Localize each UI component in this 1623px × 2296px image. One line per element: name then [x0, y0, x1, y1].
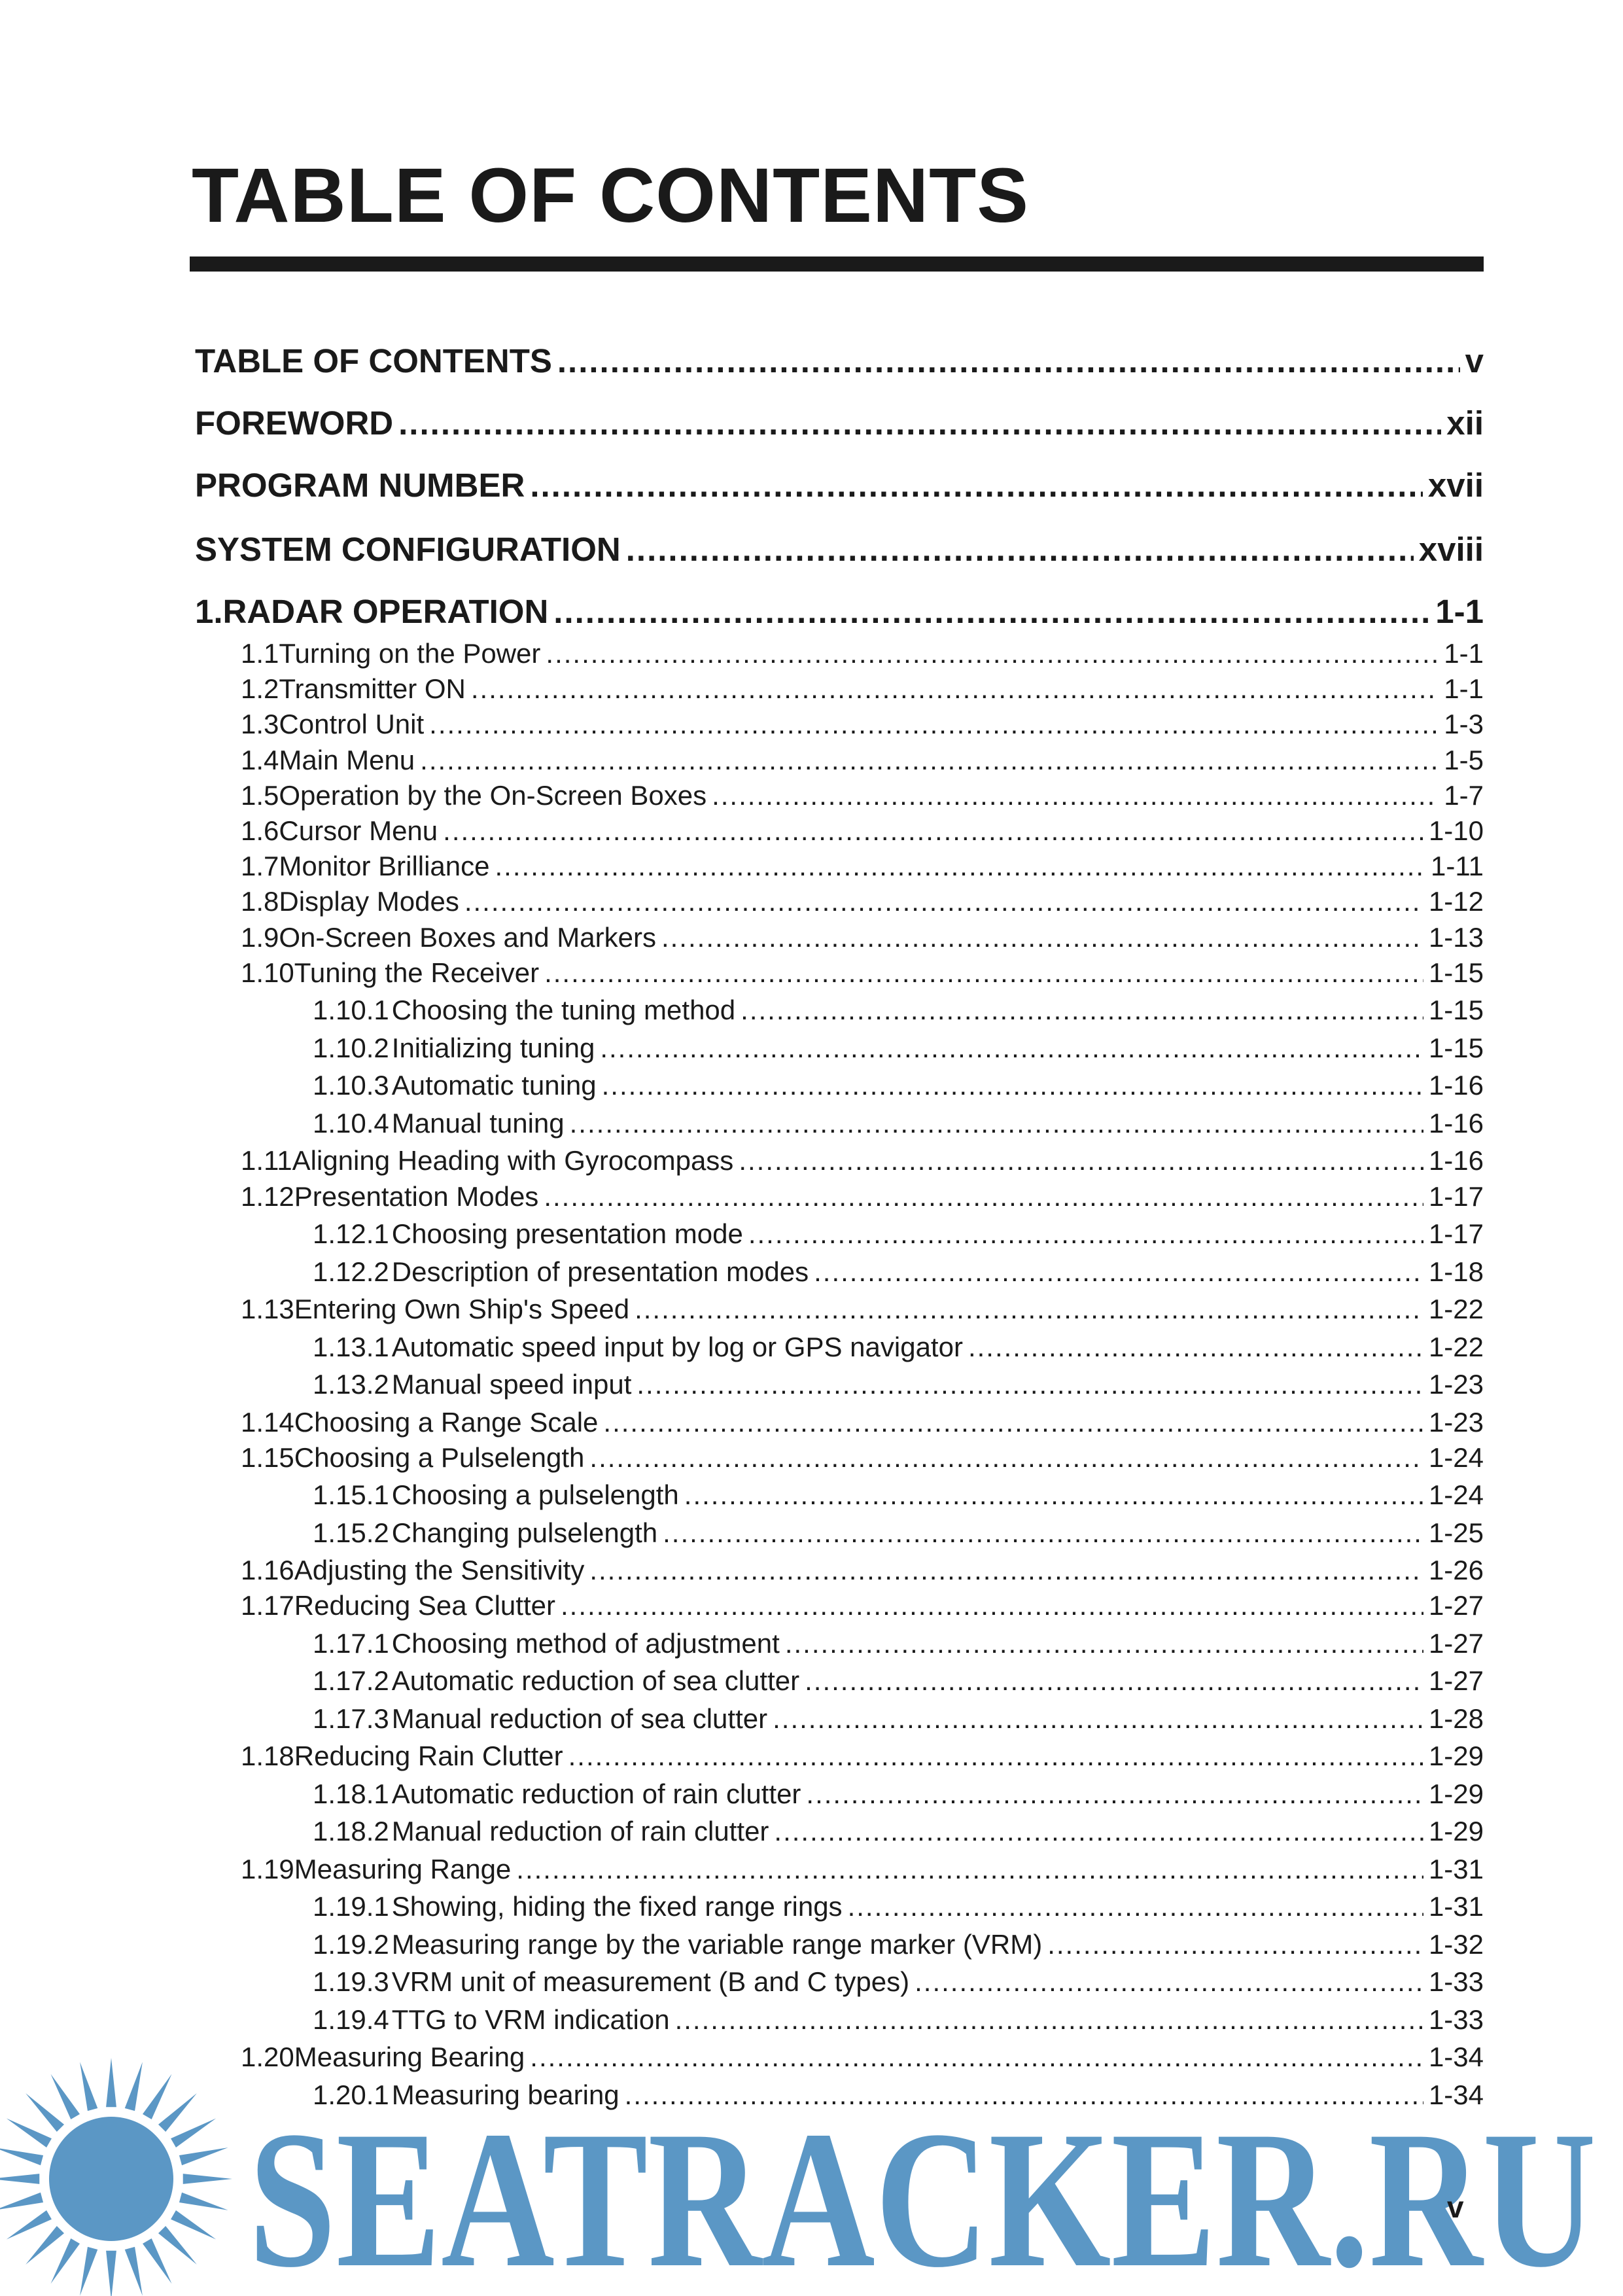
toc-entry-page: 1-24	[1428, 1441, 1484, 1473]
toc-entry-page: 1-16	[1428, 1145, 1484, 1176]
toc-entry-page: 1-33	[1428, 1966, 1484, 1998]
toc-section-entry[interactable]	[241, 1145, 1484, 1176]
toc-entry-number: 1.17.1	[313, 1627, 389, 1659]
dot-leader	[570, 1108, 1423, 1139]
dot-leader	[748, 1218, 1423, 1250]
toc-entry-label: Automatic reduction of sea clutter	[391, 1665, 800, 1697]
toc-section-entry[interactable]	[241, 638, 1484, 669]
dot-leader	[663, 1517, 1423, 1549]
toc-entry-page: 1-34	[1428, 2079, 1484, 2110]
toc-entry-label: Presentation Modes	[294, 1180, 539, 1212]
toc-entry-number: 1.1	[241, 638, 279, 669]
toc-entry-label: On-Screen Boxes and Markers	[279, 921, 656, 953]
toc-entry-number: 1.15	[241, 1441, 294, 1473]
toc-entry-page: 1-33	[1428, 2004, 1484, 2035]
toc-entry-page: 1-27	[1428, 1590, 1484, 1621]
toc-entry-page: 1-15	[1428, 995, 1484, 1026]
dot-leader	[530, 466, 1423, 504]
toc-entry-label: TTG to VRM indication	[391, 2004, 670, 2035]
toc-entry-page: 1-34	[1428, 2041, 1484, 2073]
toc-entry-label: Choosing a Range Scale	[294, 1406, 599, 1438]
dot-leader	[626, 530, 1414, 569]
toc-entry-number: 1.	[195, 593, 223, 630]
toc-entry-label: Manual tuning	[391, 1107, 565, 1139]
toc-entry-page: 1-27	[1428, 1627, 1484, 1659]
toc-entry-page: 1-29	[1428, 1816, 1484, 1847]
toc-entry-number: 1.18.1	[313, 1778, 389, 1809]
dot-leader	[420, 745, 1439, 776]
toc-entry-number: 1.17	[241, 1590, 294, 1621]
toc-entry-label: Cursor Menu	[279, 815, 438, 846]
sun-icon	[0, 2058, 232, 2296]
toc-entry-label: Choosing the tuning method	[391, 995, 736, 1026]
dot-leader	[968, 1332, 1423, 1363]
toc-entry-page: 1-28	[1428, 1703, 1484, 1734]
toc-section-entry[interactable]	[241, 1181, 1484, 1212]
toc-major-entry[interactable]	[195, 530, 1484, 569]
toc-subsection-entry[interactable]	[313, 1665, 1484, 1697]
toc-section-entry[interactable]	[241, 1294, 1484, 1325]
toc-entry-page: xii	[1446, 404, 1484, 442]
toc-entry-number: 1.3	[241, 709, 279, 740]
dot-leader	[739, 1145, 1423, 1176]
toc-entry-label: Monitor Brilliance	[279, 851, 490, 882]
toc-entry-label: PROGRAM NUMBER	[195, 467, 525, 504]
toc-entry-page: 1-25	[1428, 1517, 1484, 1548]
toc-subsection-entry[interactable]	[313, 1070, 1484, 1101]
toc-entry-page: 1-17	[1428, 1218, 1484, 1249]
dot-leader	[568, 1740, 1423, 1772]
toc-entry-label: Control Unit	[279, 709, 425, 740]
toc-entry-page: 1-23	[1428, 1369, 1484, 1400]
toc-entry-label: Measuring Range	[294, 1853, 512, 1884]
toc-entry-page: 1-5	[1444, 744, 1484, 775]
dot-leader	[429, 709, 1439, 740]
toc-entry-label: Choosing a Pulselength	[294, 1441, 585, 1473]
toc-section-entry[interactable]	[241, 957, 1484, 989]
toc-subsection-entry[interactable]	[313, 1929, 1484, 1960]
toc-entry-page: 1-16	[1428, 1107, 1484, 1139]
toc-entry-page: v	[1465, 342, 1484, 380]
toc-entry-number: 1.7	[241, 851, 279, 882]
toc-entry-label: Adjusting the Sensitivity	[294, 1555, 585, 1586]
dot-leader	[814, 1256, 1423, 1288]
toc-entry-number: 1.19.4	[313, 2004, 389, 2035]
toc-entry-number: 1.10.3	[313, 1070, 389, 1101]
dot-leader	[589, 1442, 1423, 1474]
toc-entry-label: TABLE OF CONTENTS	[195, 342, 552, 380]
toc-entry-number: 1.19	[241, 1853, 294, 1884]
toc-entry-number: 1.18.2	[313, 1816, 389, 1847]
dot-leader	[684, 1479, 1423, 1511]
toc-entry-number: 1.12.1	[313, 1218, 389, 1249]
dot-leader	[785, 1628, 1423, 1659]
toc-subsection-entry[interactable]	[313, 1816, 1484, 1847]
toc-entry-label: Showing, hiding the fixed range rings	[391, 1891, 843, 1922]
toc-entry-page: 1-17	[1428, 1180, 1484, 1212]
toc-entry-page: 1-22	[1428, 1331, 1484, 1362]
dot-leader	[1047, 1929, 1423, 1960]
toc-entry-label: Automatic tuning	[391, 1070, 597, 1101]
toc-entry-label: Main Menu	[279, 744, 415, 775]
toc-entry-label: Display Modes	[279, 886, 459, 917]
toc-entry-label: Manual speed input	[391, 1369, 632, 1400]
toc-entry-label: Aligning Heading with Gyrocompass	[292, 1145, 734, 1176]
toc-entry-number: 1.19.1	[313, 1891, 389, 1922]
dot-leader	[443, 815, 1423, 847]
dot-leader	[544, 1181, 1423, 1212]
toc-section-entry[interactable]	[241, 922, 1484, 953]
dot-leader	[546, 638, 1439, 669]
toc-entry-page: 1-29	[1428, 1740, 1484, 1772]
toc-section-entry[interactable]	[241, 886, 1484, 917]
dot-leader	[805, 1665, 1423, 1697]
toc-entry-number: 1.18	[241, 1740, 294, 1772]
toc-entry-number: 1.17.3	[313, 1703, 389, 1734]
toc-subsection-entry[interactable]	[313, 1479, 1484, 1511]
toc-entry-number: 1.20	[241, 2041, 294, 2073]
toc-section-entry[interactable]	[241, 1590, 1484, 1621]
toc-chapter-entry[interactable]	[195, 592, 1484, 631]
dot-leader	[915, 1966, 1423, 1998]
toc-section-entry[interactable]	[241, 780, 1484, 811]
toc-entry-label: VRM unit of measurement (B and C types)	[391, 1966, 910, 1998]
toc-entry-page: 1-31	[1428, 1891, 1484, 1922]
toc-entry-page: 1-10	[1428, 815, 1484, 846]
dot-leader	[602, 1070, 1423, 1101]
toc-entry-page: 1-22	[1428, 1294, 1484, 1324]
dot-leader	[495, 851, 1426, 882]
toc-section-entry[interactable]	[241, 1740, 1484, 1772]
toc-entry-number: 1.15.2	[313, 1517, 389, 1548]
toc-entry-number: 1.17.2	[313, 1665, 389, 1697]
toc-entry-number: 1.11	[241, 1145, 292, 1176]
toc-entry-page: 1-18	[1428, 1256, 1484, 1287]
toc-section-entry[interactable]	[241, 815, 1484, 847]
toc-entry-page: 1-1	[1444, 638, 1484, 669]
dot-leader	[553, 592, 1430, 631]
toc-entry-number: 1.6	[241, 815, 279, 846]
toc-entry-page: 1-31	[1428, 1853, 1484, 1884]
toc-section-entry[interactable]	[241, 1854, 1484, 1885]
toc-entry-page: 1-24	[1428, 1479, 1484, 1511]
toc-entry-label: Description of presentation modes	[391, 1256, 809, 1287]
toc-section-entry[interactable]	[241, 673, 1484, 705]
dot-leader	[516, 1854, 1423, 1885]
toc-entry-label: SYSTEM CONFIGURATION	[195, 531, 621, 568]
toc-entry-page: 1-7	[1444, 779, 1484, 811]
toc-entry-label: Reducing Rain Clutter	[294, 1740, 563, 1772]
toc-section-entry[interactable]	[241, 1555, 1484, 1586]
toc-entry-label: Automatic reduction of rain clutter	[391, 1778, 801, 1809]
toc-entry-number: 1.10.4	[313, 1107, 389, 1139]
toc-entry-page: 1-13	[1428, 921, 1484, 953]
toc-entry-number: 1.13	[241, 1294, 294, 1324]
toc-section-entry[interactable]	[241, 709, 1484, 740]
toc-entry-page: 1-1	[1435, 593, 1484, 630]
toc-entry-number: 1.5	[241, 779, 279, 811]
dot-leader	[398, 404, 1441, 442]
toc-entry-label: Entering Own Ship's Speed	[294, 1294, 630, 1324]
toc-entry-number: 1.9	[241, 921, 279, 953]
toc-entry-number: 1.20.1	[313, 2079, 389, 2110]
toc-entry-page: 1-11	[1431, 851, 1484, 882]
toc-entry-page: 1-1	[1444, 673, 1484, 705]
toc-entry-page: 1-32	[1428, 1928, 1484, 1960]
toc-entry-number: 1.2	[241, 673, 279, 705]
toc-subsection-entry[interactable]	[313, 1033, 1484, 1064]
dot-leader	[773, 1703, 1423, 1735]
toc-section-entry[interactable]	[241, 851, 1484, 882]
dot-leader	[712, 780, 1439, 811]
toc-entry-number: 1.10.1	[313, 995, 389, 1026]
dot-leader	[464, 886, 1423, 917]
toc-entry-label: Measuring bearing	[391, 2079, 620, 2110]
toc-entry-label: Choosing a pulselength	[391, 1479, 679, 1511]
watermark-text: SEATRACKER.RU	[249, 2091, 1596, 2296]
toc-subsection-entry[interactable]	[313, 1778, 1484, 1810]
toc-entry-page: 1-23	[1428, 1406, 1484, 1438]
page-number: v	[1447, 2190, 1464, 2224]
dot-leader	[600, 1033, 1423, 1064]
toc-entry-label: FOREWORD	[195, 404, 394, 442]
toc-entry-page: 1-27	[1428, 1665, 1484, 1697]
toc-entry-number: 1.12.2	[313, 1256, 389, 1287]
toc-entry-label: Reducing Sea Clutter	[294, 1590, 555, 1621]
toc-entry-label: Choosing method of adjustment	[391, 1627, 780, 1659]
toc-entry-page: 1-12	[1428, 886, 1484, 917]
toc-section-entry[interactable]	[241, 1407, 1484, 1438]
toc-entry-label: Automatic speed input by log or GPS navigator	[391, 1331, 963, 1362]
toc-entry-page: 1-29	[1428, 1778, 1484, 1809]
toc-major-entry[interactable]	[195, 342, 1484, 380]
dot-leader	[603, 1407, 1423, 1438]
watermark	[0, 2055, 1623, 2296]
toc-subsection-entry[interactable]	[313, 1703, 1484, 1735]
toc-subsection-entry[interactable]	[313, 1332, 1484, 1363]
toc-entry-label: Manual reduction of rain clutter	[391, 1816, 769, 1847]
dot-leader	[848, 1891, 1423, 1922]
page-title: TABLE OF CONTENTS	[192, 152, 1029, 239]
dot-leader	[637, 1369, 1423, 1400]
toc-subsection-entry[interactable]	[313, 1517, 1484, 1549]
toc-entry-number: 1.8	[241, 886, 279, 917]
toc-entry-number: 1.13.1	[313, 1331, 389, 1362]
toc-subsection-entry[interactable]	[313, 1218, 1484, 1250]
toc-entry-number: 1.12	[241, 1180, 294, 1212]
dot-leader	[561, 1590, 1423, 1621]
dot-leader	[774, 1816, 1423, 1847]
toc-subsection-entry[interactable]	[313, 1256, 1484, 1288]
dot-leader	[675, 2004, 1423, 2036]
dot-leader	[471, 673, 1439, 705]
toc-entry-page: 1-15	[1428, 957, 1484, 988]
toc-entry-number: 1.19.2	[313, 1928, 389, 1960]
toc-entry-label: Choosing presentation mode	[391, 1218, 743, 1249]
toc-entry-number: 1.16	[241, 1555, 294, 1586]
toc-entry-number: 1.13.2	[313, 1369, 389, 1400]
toc-entry-label: Initializing tuning	[391, 1032, 595, 1063]
toc-subsection-entry[interactable]	[313, 2004, 1484, 2036]
toc-entry-page: 1-26	[1428, 1555, 1484, 1586]
toc-entry-label: Changing pulselength	[391, 1517, 658, 1548]
toc-entry-page: xviii	[1418, 531, 1484, 568]
toc-major-entry[interactable]	[195, 404, 1484, 442]
toc-subsection-entry[interactable]	[313, 1628, 1484, 1659]
toc-entry-label: Tuning the Receiver	[294, 957, 540, 988]
toc-entry-number: 1.10.2	[313, 1032, 389, 1063]
toc-section-entry[interactable]	[241, 745, 1484, 776]
toc-entry-number: 1.19.3	[313, 1966, 389, 1998]
dot-leader	[557, 342, 1460, 380]
toc-subsection-entry[interactable]	[313, 995, 1484, 1026]
dot-leader	[741, 995, 1423, 1026]
toc-entry-label: Measuring Bearing	[294, 2041, 525, 2073]
toc-entry-number: 1.15.1	[313, 1479, 389, 1511]
toc-section-entry[interactable]	[241, 1442, 1484, 1474]
toc-entry-page: xvii	[1427, 467, 1484, 504]
toc-entry-label: Transmitter ON	[279, 673, 466, 705]
toc-entry-label: Operation by the On-Screen Boxes	[279, 779, 707, 811]
toc-entry-number: 1.10	[241, 957, 294, 988]
toc-subsection-entry[interactable]	[313, 1369, 1484, 1400]
toc-entry-page: 1-15	[1428, 1032, 1484, 1063]
dot-leader	[806, 1778, 1423, 1810]
toc-subsection-entry[interactable]	[313, 1891, 1484, 1922]
dot-leader	[661, 922, 1423, 953]
toc-entry-label: Measuring range by the variable range marker (VRM)	[391, 1928, 1043, 1960]
toc-entry-page: 1-16	[1428, 1070, 1484, 1101]
toc-major-entry[interactable]	[195, 466, 1484, 504]
toc-entry-number: 1.4	[241, 744, 279, 775]
toc-entry-label: Turning on the Power	[279, 638, 541, 669]
toc-subsection-entry[interactable]	[313, 1108, 1484, 1139]
toc-entry-number: 1.14	[241, 1406, 294, 1438]
toc-subsection-entry[interactable]	[313, 1966, 1484, 1998]
toc-entry-label: Manual reduction of sea clutter	[391, 1703, 768, 1734]
toc-entry-label: RADAR OPERATION	[222, 593, 549, 630]
dot-leader	[589, 1555, 1423, 1586]
dot-leader	[544, 957, 1423, 989]
dot-leader	[635, 1294, 1423, 1325]
toc-entry-page: 1-3	[1444, 709, 1484, 740]
